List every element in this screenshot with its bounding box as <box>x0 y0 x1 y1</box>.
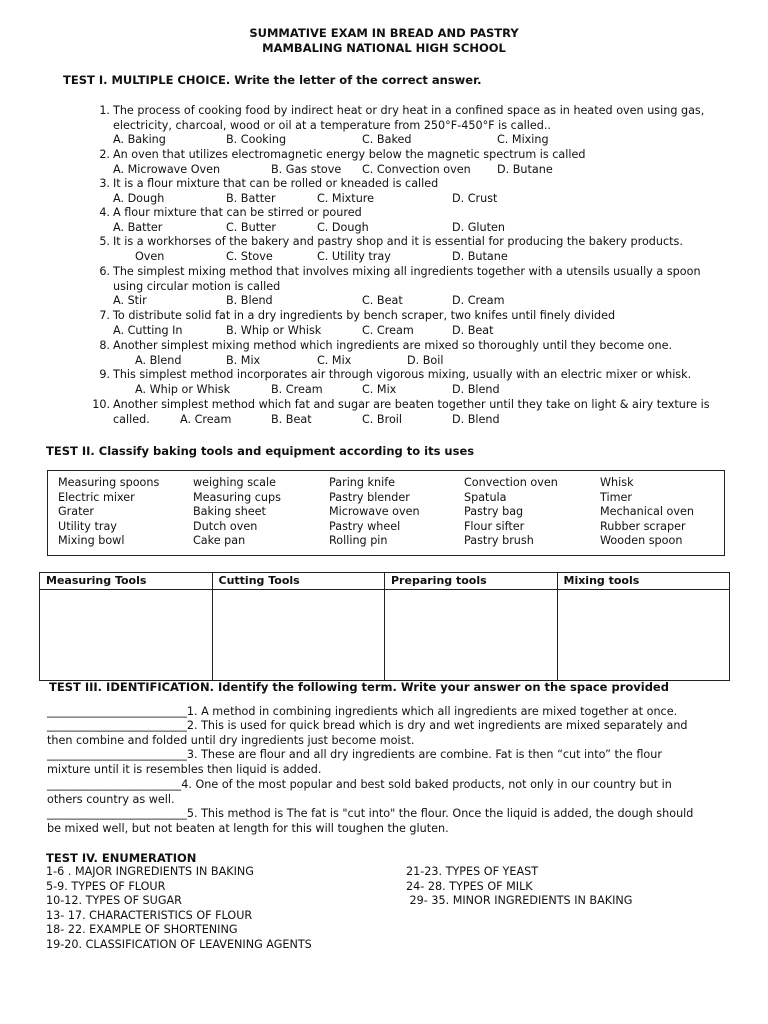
tools-column-2 <box>193 476 281 549</box>
test3-title: TEST III. IDENTIFICATION. Identify the following term. Write your answer on the space provided <box>49 680 669 694</box>
item-text: 4. One of the most popular and best sold baked products, not only in our country but in <box>181 778 672 791</box>
option: A. Baking <box>113 133 166 147</box>
option: B. Blend <box>226 294 273 308</box>
enumeration-item: 18- 22. EXAMPLE OF SHORTENING <box>46 923 238 937</box>
enumeration-item: 10-12. TYPES OF SUGAR <box>46 894 182 908</box>
tool-item: Measuring spoons <box>58 476 160 489</box>
question-number: 9. <box>99 368 110 381</box>
option: A. Whip or Whisk <box>135 382 231 396</box>
option: C. Mix <box>317 353 352 367</box>
item-text: 3. These are flour and all dry ingredients are combine. Fat is then “cut into” the flour <box>186 748 662 761</box>
tool-item: Measuring cups <box>193 490 281 504</box>
question-3 <box>88 177 728 206</box>
question-text: It is a workhorses of the bakery and pastry shop and it is essential for producing the bakery products. <box>113 235 683 248</box>
tool-item: Baking sheet <box>193 505 266 519</box>
option: A. Microwave Oven <box>113 162 221 176</box>
option: C. Mixture <box>317 191 375 205</box>
enumeration-item: 1-6 . MAJOR INGREDIENTS IN BAKING <box>46 865 254 878</box>
tools-column-3 <box>329 476 420 549</box>
tool-item: Pastry bag <box>464 505 524 519</box>
question-text: It is a flour mixture that can be rolled or kneaded is called <box>113 177 439 190</box>
item-text: 2. This is used for quick bread which is dry and wet ingredients are mixed separately and <box>186 719 688 732</box>
option: B. Cooking <box>226 133 287 147</box>
answer-blank[interactable]: _________________________ <box>47 748 187 761</box>
question-text: To distribute solid fat in a dry ingredients by bench scraper, two knifes until finely divided <box>113 309 616 322</box>
answer-cell-cutting[interactable] <box>212 590 385 681</box>
answer-cell-preparing[interactable] <box>385 590 558 681</box>
option: B. Cream <box>271 382 323 396</box>
option: A. Cream <box>180 412 232 426</box>
question-number: 2. <box>99 148 110 161</box>
option: D. Butane <box>497 162 553 176</box>
tool-item: weighing scale <box>193 476 277 489</box>
question-options <box>113 413 728 428</box>
option: C. Utility tray <box>317 249 391 263</box>
header-preparing-tools: Preparing tools <box>385 573 558 590</box>
question-options <box>113 192 728 207</box>
question-options <box>113 354 728 369</box>
question-text: Another simplest method which fat and sugar are beaten together until they take on light & airy texture is <box>113 398 710 411</box>
tool-item: Wooden spoon <box>600 534 683 548</box>
option: D. Beat <box>452 323 494 337</box>
tool-item: Pastry brush <box>464 534 534 548</box>
exam-title: SUMMATIVE EXAM IN BREAD AND PASTRY <box>249 26 519 40</box>
answer-blank[interactable]: ________________________ <box>47 778 182 791</box>
question-number: 1. <box>99 104 110 117</box>
option: C. Cream <box>362 323 414 337</box>
identification-item-1 <box>47 705 727 720</box>
question-text: This simplest method incorporates air through vigorous mixing, usually with an electric mixer or whisk. <box>113 368 692 381</box>
option: called. <box>113 412 150 426</box>
enumeration-item: 24- 28. TYPES OF MILK <box>406 879 533 893</box>
identification-item-4 <box>47 778 727 807</box>
identification-item-2 <box>47 719 727 748</box>
option: A. Cutting In <box>113 323 183 337</box>
question-1 <box>88 104 728 148</box>
question-8 <box>88 339 728 368</box>
tool-item: Mixing bowl <box>58 534 125 548</box>
option: C. Mix <box>362 382 397 396</box>
option: D. Butane <box>452 249 508 263</box>
question-text: The simplest mixing method that involves mixing all ingredients together with a utensils usually a spoon using circular motion is called <box>113 265 701 293</box>
question-options <box>113 324 728 339</box>
question-options <box>113 250 728 265</box>
answer-blank[interactable]: _________________________ <box>47 705 187 718</box>
item-text-cont: mixture until it is resembles then liquid is added. <box>47 762 322 776</box>
tool-item: Whisk <box>600 476 634 489</box>
enumeration-left <box>46 865 312 953</box>
option: C. Butter <box>226 220 276 234</box>
test2-title: TEST II. Classify baking tools and equipment according to its uses <box>46 444 475 458</box>
question-options <box>113 133 728 148</box>
option: C. Mixing <box>497 133 549 147</box>
tool-item: Pastry wheel <box>329 519 401 533</box>
enumeration-item: 5-9. TYPES OF FLOUR <box>46 879 166 893</box>
option: D. Boil <box>407 353 444 367</box>
table-answer-row <box>40 590 730 681</box>
answer-blank[interactable]: _________________________ <box>47 719 187 732</box>
question-number: 3. <box>99 177 110 190</box>
question-text: Another simplest mixing method which ingredients are mixed so thoroughly until they become one. <box>113 339 673 352</box>
enumeration-right <box>406 865 632 909</box>
option: Oven <box>135 249 165 263</box>
question-text: A flour mixture that can be stirred or poured <box>113 206 362 219</box>
tool-item: Microwave oven <box>329 505 420 519</box>
tool-item: Flour sifter <box>464 519 525 533</box>
question-number: 4. <box>99 206 110 219</box>
option: A. Blend <box>135 353 182 367</box>
tools-word-box <box>47 470 725 556</box>
option: D. Cream <box>452 294 505 308</box>
option: C. Convection oven <box>362 162 471 176</box>
question-6 <box>88 265 728 309</box>
option: C. Baked <box>362 133 412 147</box>
question-2 <box>88 148 728 177</box>
question-number: 7. <box>99 309 110 322</box>
answer-cell-mixing[interactable] <box>557 590 730 681</box>
tools-column-1 <box>58 476 159 549</box>
header-mixing-tools: Mixing tools <box>557 573 730 590</box>
test1-title: TEST I. MULTIPLE CHOICE. Write the letter of the correct answer. <box>63 73 482 87</box>
question-4 <box>88 206 728 235</box>
item-text: 5. This method is The fat is "cut into" the flour. Once the liquid is added, the dough should <box>186 807 694 820</box>
question-number: 6. <box>99 265 110 278</box>
tools-column-4 <box>464 476 558 549</box>
option: C. Dough <box>317 220 369 234</box>
enumeration-item: 21-23. TYPES OF YEAST <box>406 865 539 878</box>
tool-item: Dutch oven <box>193 519 258 533</box>
tool-item: Spatula <box>464 490 507 504</box>
option: D. Blend <box>452 412 500 426</box>
option: B. Beat <box>271 412 312 426</box>
option: A. Dough <box>113 191 165 205</box>
option: B. Mix <box>226 353 261 367</box>
enumeration-item: 19-20. CLASSIFICATION OF LEAVENING AGENTS <box>46 937 312 951</box>
tool-item: Utility tray <box>58 519 117 533</box>
question-options <box>113 163 728 178</box>
tool-item: Timer <box>600 490 632 504</box>
answer-cell-measuring[interactable] <box>40 590 213 681</box>
question-number: 5. <box>99 235 110 248</box>
option: A. Stir <box>113 294 147 308</box>
question-options <box>113 294 728 309</box>
tool-item: Convection oven <box>464 476 558 489</box>
item-text: 1. A method in combining ingredients which all ingredients are mixed together at once. <box>186 705 678 718</box>
identification-item-3 <box>47 748 727 777</box>
option: B. Whip or Whisk <box>226 323 322 337</box>
tool-item: Electric mixer <box>58 490 135 504</box>
question-number: 8. <box>99 339 110 352</box>
question-options <box>113 383 728 398</box>
answer-blank[interactable]: _________________________ <box>47 807 187 820</box>
question-options <box>113 221 728 236</box>
question-number: 10. <box>92 398 110 411</box>
header-measuring-tools: Measuring Tools <box>40 573 213 590</box>
option: D. Gluten <box>452 220 505 234</box>
enumeration-item: 29- 35. MINOR INGREDIENTS IN BAKING <box>406 894 633 908</box>
tool-item: Paring knife <box>329 476 396 489</box>
question-text: An oven that utilizes electromagnetic energy below the magnetic spectrum is called <box>113 148 586 161</box>
school-name: MAMBALING NATIONAL HIGH SCHOOL <box>262 41 506 55</box>
tool-item: Mechanical oven <box>600 505 694 519</box>
option: C. Stove <box>226 249 273 263</box>
tool-item: Cake pan <box>193 534 246 548</box>
table-header-row <box>40 573 730 590</box>
question-5 <box>88 235 728 264</box>
option: C. Broil <box>362 412 403 426</box>
option: C. Beat <box>362 294 403 308</box>
question-10 <box>88 398 728 427</box>
item-text-cont: be mixed well, but not beaten at length for this will toughen the gluten. <box>47 821 449 835</box>
option: B. Batter <box>226 191 276 205</box>
enumeration-item: 13- 17. CHARACTERISTICS OF FLOUR <box>46 908 253 922</box>
item-text-cont: others country as well. <box>47 792 175 806</box>
identification-item-5 <box>47 807 727 836</box>
tool-item: Grater <box>58 505 94 519</box>
question-9 <box>88 368 728 397</box>
test4-title: TEST IV. ENUMERATION <box>46 851 197 865</box>
classification-table <box>39 572 730 681</box>
tool-item: Rubber scraper <box>600 519 686 533</box>
header-cutting-tools: Cutting Tools <box>212 573 385 590</box>
question-text: The process of cooking food by indirect heat or dry heat in a confined space as in heated oven using gas, electricity, charcoal, wood or oil at a temperature from 250°F-450°F is called.. <box>113 104 705 132</box>
option: B. Gas stove <box>271 162 342 176</box>
tool-item: Pastry blender <box>329 490 410 504</box>
question-7 <box>88 309 728 338</box>
option: D. Crust <box>452 191 498 205</box>
option: A. Batter <box>113 220 163 234</box>
option: D. Blend <box>452 382 500 396</box>
tools-column-5 <box>600 476 694 549</box>
item-text-cont: then combine and folded until dry ingredients just become moist. <box>47 733 415 747</box>
tool-item: Rolling pin <box>329 534 388 548</box>
